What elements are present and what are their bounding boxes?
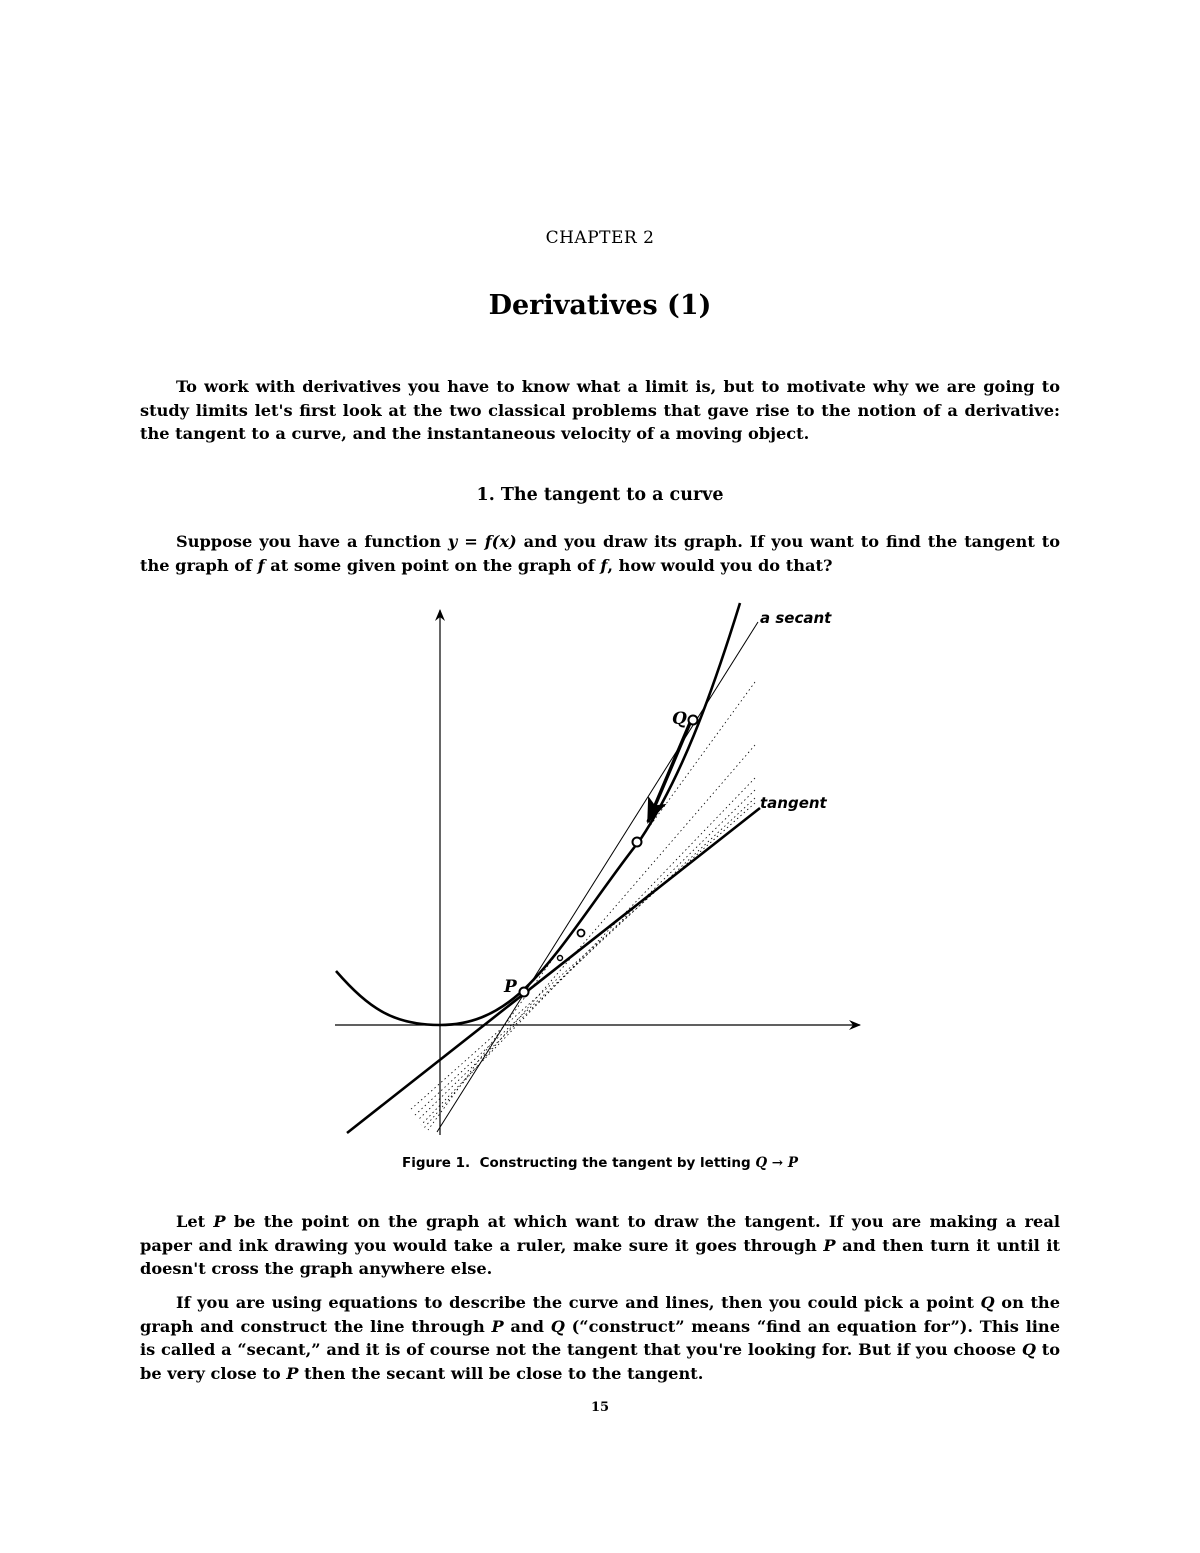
secant-line — [437, 622, 758, 1132]
math-inline: P — [491, 1316, 504, 1336]
point-intermediate — [578, 930, 585, 937]
text-run: and you draw its graph. If you want to find the tangent to the graph of — [140, 532, 1060, 575]
text-run: (“construct” means “find an equation for”). This line is called a “secant,” and it is of course not the tangent that you're looking for. But if you choose — [140, 1316, 1060, 1359]
text-run: on the graph and construct the line through — [140, 1293, 1060, 1336]
math-inline: f — [600, 555, 608, 575]
math-inline: P — [823, 1235, 836, 1255]
text-run: If you are using equations to describe the curve and lines, then you could pick a point — [176, 1293, 981, 1312]
text-run: to be very close to — [140, 1340, 1060, 1383]
tangent-line — [347, 808, 760, 1133]
point-intermediate — [558, 956, 563, 961]
page-number: 15 — [590, 1400, 610, 1415]
text-run: and — [503, 1316, 551, 1336]
text-run: Suppose you have a function — [176, 532, 448, 551]
text-run: at some given point on the graph of — [264, 555, 601, 575]
p-label: P — [504, 977, 517, 997]
intro-text: To work with derivatives you have to know what a limit is, but to motivate why we are going to study limits let's first look at the two classical problems that gave rise to the notion of a derivative: the tangent to a curve, and the instantaneous velocity of a moving object. — [140, 377, 1060, 443]
tangent-figure — [300, 595, 880, 1140]
caption-text: Constructing the tangent by letting — [479, 1155, 756, 1171]
math-inline: Q — [1021, 1340, 1036, 1359]
tangent-label: tangent — [760, 794, 827, 812]
q-label: Q — [672, 709, 687, 729]
point-intermediate — [633, 838, 642, 847]
motion-arrow — [648, 723, 690, 822]
text-run: , how would you do that? — [607, 555, 833, 575]
math-inline: Q — [550, 1316, 565, 1336]
section-title: 1. The tangent to a curve — [476, 485, 724, 505]
chapter-label: CHAPTER 2 — [545, 228, 655, 248]
text-run: and then turn it until it doesn't cross the graph anywhere else. — [140, 1235, 1060, 1278]
intro-paragraph — [140, 375, 1060, 446]
text-run: be the point on the graph at which want to draw the tangent. If you are making a real paper and ink drawing you would take a ruler, make sure it goes through — [140, 1212, 1060, 1255]
math-inline: Q — [980, 1293, 995, 1312]
function-curve — [336, 603, 740, 1025]
text-run: then the secant will be close to the tangent. — [298, 1363, 704, 1383]
text-run: Let — [176, 1212, 214, 1231]
section-paragraph-1 — [140, 530, 1060, 577]
point-q — [689, 716, 698, 725]
math-inline: P — [213, 1212, 226, 1231]
math-inline: y = f(x) — [447, 532, 517, 551]
caption-prefix: Figure 1. — [402, 1155, 471, 1171]
caption-math: Q → P — [755, 1155, 798, 1171]
paragraph-3 — [140, 1291, 1060, 1385]
chapter-title: Derivatives (1) — [488, 290, 712, 321]
paragraph-2 — [140, 1210, 1060, 1281]
figure-caption — [0, 1155, 1200, 1171]
point-p — [520, 988, 529, 997]
math-inline: P — [286, 1363, 299, 1383]
secant-label: a secant — [760, 609, 832, 627]
math-inline: f — [257, 555, 265, 575]
intermediate-secants — [410, 682, 755, 1130]
